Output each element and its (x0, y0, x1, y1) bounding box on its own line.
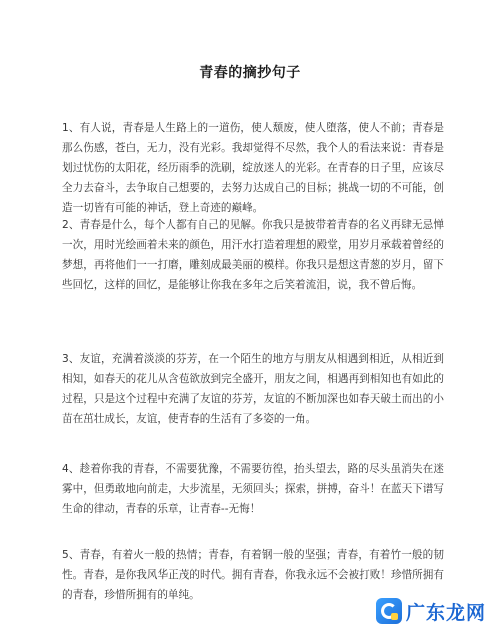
paragraph-4: 4、趁着你我的青春，不需要犹豫，不需要彷徨，抬头望去，路的尽头虽消失在迷雾中，但勇敢地向前走，大步流星，无须回头；探索，拼搏，奋斗！在蓝天下谱写生命的律动，青春的乐章，让青春--无悔！ (62, 463, 444, 515)
document-title: 青春的摘抄句子 (199, 65, 301, 81)
paragraph-2: 2、青春是什么，每个人都有自己的见解。你我只是披带着青春的名义再肆无忌惮一次，用时光绘画着未来的颜色，用汗水打造着理想的殿堂，用岁月承载着曾经的梦想，再将他们一一打磨，雕刻成最美丽的模样。你我只是想这青葱的岁月，留下些回忆，这样的回忆，是能够让你我在多年之后笑着流泪，说，我不曾后悔。 (62, 219, 444, 291)
paragraph-1: 1、有人说，青春是人生路上的一道伤，使人颓废，使人堕落，使人不前；青春是那么伤感，苍白，无力，没有光彩。我却觉得不尽然，我个人的看法来说：青春是划过忧伤的太阳花，经历雨季的洗刷，绽放迷人的光彩。在青春的日子里，应该尽全力去奋斗，去争取自己想要的，去努力达成自己的目标；挑战一切的不可能，创造一切皆有可能的神话，登上奇迹的巅峰。 (62, 122, 444, 214)
paragraph-3: 3、友谊，充满着淡淡的芬芳，在一个陌生的地方与朋友从相遇到相近，从相近到相知，如春天的花儿从含苞欲放到完全盛开，朋友之间，相遇再到相知也有如此的过程，只是这个过程中充满了友谊的芬芳，友谊的不断加深也如春天破土而出的小苗在茁壮成长，友谊，使青春的生活有了多姿的一角。 (62, 353, 444, 425)
paragraph-5: 5、青春，有着火一般的热情；青春，有着钢一般的坚强；青春，有着竹一般的韧性。青春，是你我风华正茂的时代。拥有青春，你我永远不会被打败！珍惜所拥有的青春，珍惜所拥有的单纯。 (62, 549, 444, 601)
longwang-logo-icon (376, 598, 402, 624)
site-watermark (376, 596, 486, 626)
watermark-text: 广东龙网 (405, 601, 486, 624)
